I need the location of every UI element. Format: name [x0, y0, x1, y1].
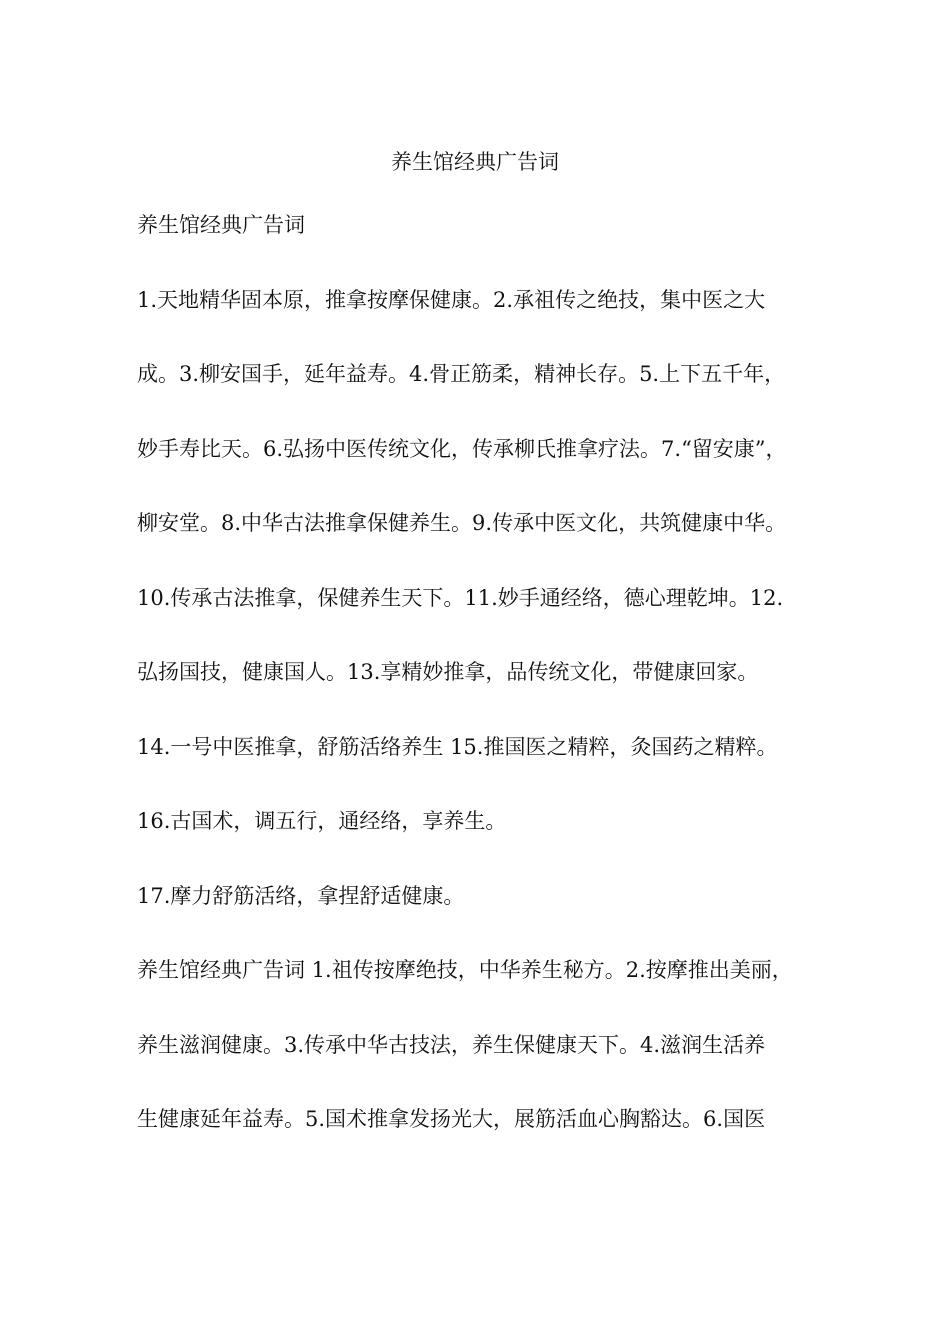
text-line: 14.一号中医推拿，舒筋活络养生 15.推国医之精粹，灸国药之精粹。	[137, 735, 778, 759]
text-line: 弘扬国技，健康国人。13.享精妙推拿，品传统文化，带健康回家。	[137, 660, 759, 684]
text-line: 10.传承古法推拿，保健养生天下。11.妙手通经络，德心理乾坤。12.	[137, 586, 784, 610]
document-title: 养生馆经典广告词	[391, 150, 559, 174]
text-line: 养生馆经典广告词	[137, 213, 305, 237]
text-line: 养生馆经典广告词 1.祖传按摩绝技，中华养生秘方。2.按摩推出美丽，	[137, 958, 793, 982]
text-line: 柳安堂。8.中华古法推拿保健养生。9.传承中医文化，共筑健康中华。	[137, 511, 787, 535]
text-line: 妙手寿比天。6.弘扬中医传统文化，传承柳氏推拿疗法。7.“留安康”，	[137, 437, 787, 461]
text-line: 成。3.柳安国手，延年益寿。4.骨正筋柔，精神长存。5.上下五千年，	[137, 362, 786, 386]
text-line: 生健康延年益寿。5.国术推拿发扬光大，展筋活血心胸豁达。6.国医	[137, 1107, 766, 1131]
text-line: 养生滋润健康。3.传承中华古技法，养生保健康天下。4.滋润生活养	[137, 1033, 766, 1057]
text-line: 1.天地精华固本原，推拿按摩保健康。2.承祖传之绝技，集中医之大	[137, 288, 766, 312]
text-line: 16.古国术，调五行，通经络，享养生。	[137, 809, 507, 833]
text-line: 17.摩力舒筋活络，拿捏舒适健康。	[137, 884, 465, 908]
